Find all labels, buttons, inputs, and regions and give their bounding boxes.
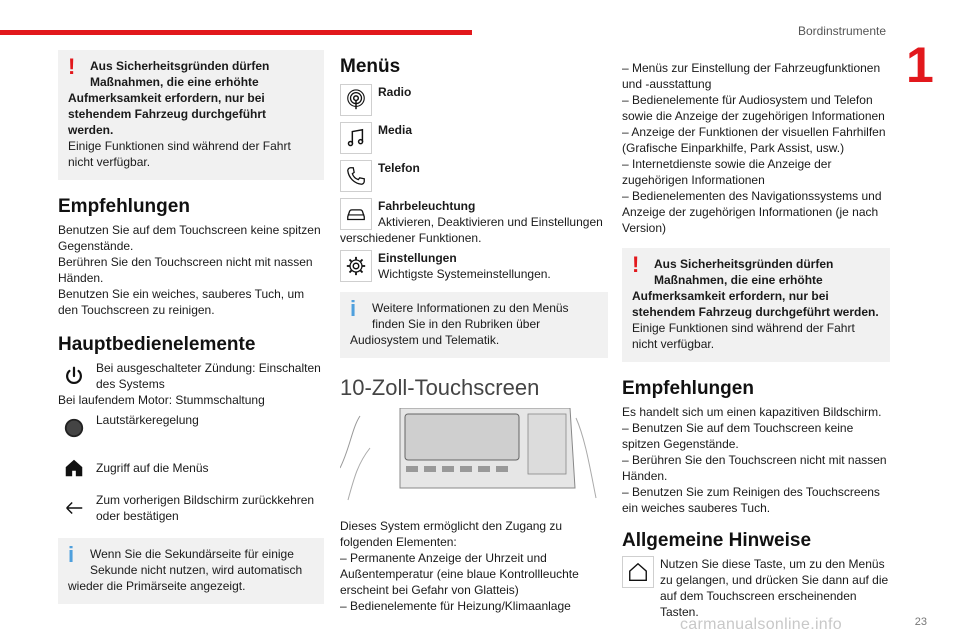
recommendations-heading: Empfehlungen: [58, 196, 190, 217]
touchscreen-illustration: [340, 408, 600, 504]
menu-lighting-text: Aktivieren, Deaktivieren und Einstellungen: [378, 215, 603, 229]
power-control-item: [58, 360, 324, 408]
red-header-bar: [0, 30, 472, 35]
power-text-cont: Bei laufendem Motor: Stummschaltung: [58, 393, 265, 407]
phone-icon: [340, 160, 372, 192]
feature-list-item: – Bedienelementen des Navigationssystems und Anzeige der zugehörigen Informationen (je nach Version): [622, 189, 882, 235]
recommendation-item: – Benutzen Sie zum Reinigen des Touchscreens ein weiches sauberes Tuch.: [622, 485, 880, 515]
menu-media-label: Media: [378, 123, 413, 137]
info-line2: wieder die Primärseite angezeigt.: [68, 579, 246, 593]
gear-icon: [340, 250, 372, 282]
home-control-item: [58, 452, 324, 486]
music-note-icon: [340, 122, 372, 154]
watermark: carmanualsonline.info: [680, 616, 842, 633]
menu-radio-item: [340, 84, 608, 118]
back-text: Zum vorherigen Bildschirm zurückkehren oder bestätigen: [96, 493, 315, 523]
info-box-menus: [340, 292, 608, 358]
recommendation-item: – Benutzen Sie auf dem Touchscreen keine spitzen Gegenstände.: [622, 421, 854, 451]
feature-list-item: – Menüs zur Einstellung der Fahrzeugfunktionen und -ausstattung: [622, 61, 881, 91]
car-icon: [340, 198, 372, 230]
info-icon: i: [350, 296, 357, 321]
touchscreen-list-item: – Permanente Anzeige der Uhrzeit und Außentemperatur (eine blaue Kontrollleuchte erscheint bei Gefahr von Glatteis): [340, 551, 579, 597]
menu-lighting-title: Fahrbeleuchtung: [378, 199, 476, 213]
warning-icon: !: [68, 54, 76, 79]
feature-list-item: – Internetdienste sowie die Anzeige der zugehörigen Informationen: [622, 157, 832, 187]
power-icon: [58, 360, 90, 392]
info-line2: Audiosystem und Telematik.: [350, 333, 500, 347]
menu-lighting-item: [340, 198, 608, 246]
power-text: Bei ausgeschalteter Zündung: Einschalten des Systems: [96, 361, 321, 391]
warning-line3: Einige Funktionen sind während der Fahrt nicht verfügbar.: [68, 139, 291, 169]
menu-settings-title: Einstellungen: [378, 251, 457, 265]
warning-icon: !: [632, 252, 640, 277]
column-left: [58, 50, 324, 604]
info-box: [58, 538, 324, 604]
general-notes-text: Nutzen Sie diese Taste, um zu den Menüs zu gelangen, und drücken Sie dann auf die auf dem Touchscreen erscheinenden Tasten.: [660, 557, 889, 619]
home-text: Zugriff auf die Menüs: [96, 461, 209, 475]
menu-settings-text: Wichtigste Systemeinstellungen.: [378, 267, 551, 281]
warning-line2: Aufmerksamkeit erfordern, nur bei stehendem Fahrzeug durchgeführt werden.: [68, 91, 267, 137]
home-outline-icon: [622, 556, 654, 588]
page-number: 23: [914, 616, 927, 628]
menu-media-item: [340, 122, 608, 156]
home-icon: [58, 452, 90, 484]
feature-list-item: – Bedienelemente für Audiosystem und Telefon sowie die Anzeige der zugehörigen Informationen: [622, 93, 885, 123]
recommendation-text: Benutzen Sie ein weiches, sauberes Tuch, um den Touchscreen zu reinigen.: [58, 287, 305, 317]
chapter-number: 1: [906, 37, 934, 93]
menu-settings-item: [340, 250, 608, 284]
warning-line3: Einige Funktionen sind während der Fahrt nicht verfügbar.: [632, 321, 855, 351]
recommendation-text: Berühren Sie den Touchscreen nicht mit nassen Händen.: [58, 255, 313, 285]
section-title: Bordinstrumente: [797, 24, 886, 38]
radio-icon: [340, 84, 372, 116]
warning-line1: Aus Sicherheitsgründen dürfen Maßnahmen, die eine erhöhte: [654, 257, 834, 287]
controls-heading: Hauptbedienelemente: [58, 334, 256, 355]
safety-warning-box: [58, 50, 324, 180]
warning-line1: Aus Sicherheitsgründen dürfen Maßnahmen, die eine erhöhte: [90, 59, 270, 89]
menus-heading: Menüs: [340, 56, 401, 77]
recommendation-text: Es handelt sich um einen kapazitiven Bildschirm.: [622, 405, 882, 419]
touchscreen-intro: Dieses System ermöglicht den Zugang zu folgenden Elementen:: [340, 519, 563, 549]
column-right: [622, 60, 890, 624]
recommendations-heading: Empfehlungen: [622, 378, 754, 399]
safety-warning-box: [622, 248, 890, 362]
menu-lighting-cont: verschiedener Funktionen.: [340, 231, 482, 245]
volume-text: Lautstärkeregelung: [96, 413, 199, 427]
back-arrow-icon: [58, 492, 90, 524]
warning-line2: Aufmerksamkeit erfordern, nur bei stehendem Fahrzeug durchgeführt werden.: [632, 289, 879, 319]
back-control-item: [58, 492, 324, 526]
volume-knob-icon: [58, 412, 90, 444]
general-notes-heading: Allgemeine Hinweise: [622, 530, 812, 551]
feature-list-item: – Anzeige der Funktionen der visuellen Fahrhilfen (Grafische Einparkhilfe, Park Assist, usw.): [622, 125, 886, 155]
menu-phone-item: [340, 160, 608, 194]
info-line1: Wenn Sie die Sekundärseite für einige Sekunde nicht nutzen, wird automatisch: [90, 547, 303, 577]
volume-control-item: [58, 412, 324, 446]
touchscreen-heading: 10-Zoll-Touchscreen: [340, 375, 540, 400]
recommendation-text: Benutzen Sie auf dem Touchscreen keine spitzen Gegenstände.: [58, 223, 321, 253]
touchscreen-list-item: – Bedienelemente für Heizung/Klimaanlage: [340, 599, 571, 613]
recommendation-item: – Berühren Sie den Touchscreen nicht mit nassen Händen.: [622, 453, 887, 483]
menu-radio-label: Radio: [378, 85, 412, 99]
general-notes-item: [622, 556, 890, 620]
column-middle: [340, 50, 608, 614]
info-line1: Weitere Informationen zu den Menüs finden Sie in den Rubriken über: [372, 301, 569, 331]
info-icon: i: [68, 542, 75, 567]
menu-phone-label: Telefon: [378, 161, 420, 175]
